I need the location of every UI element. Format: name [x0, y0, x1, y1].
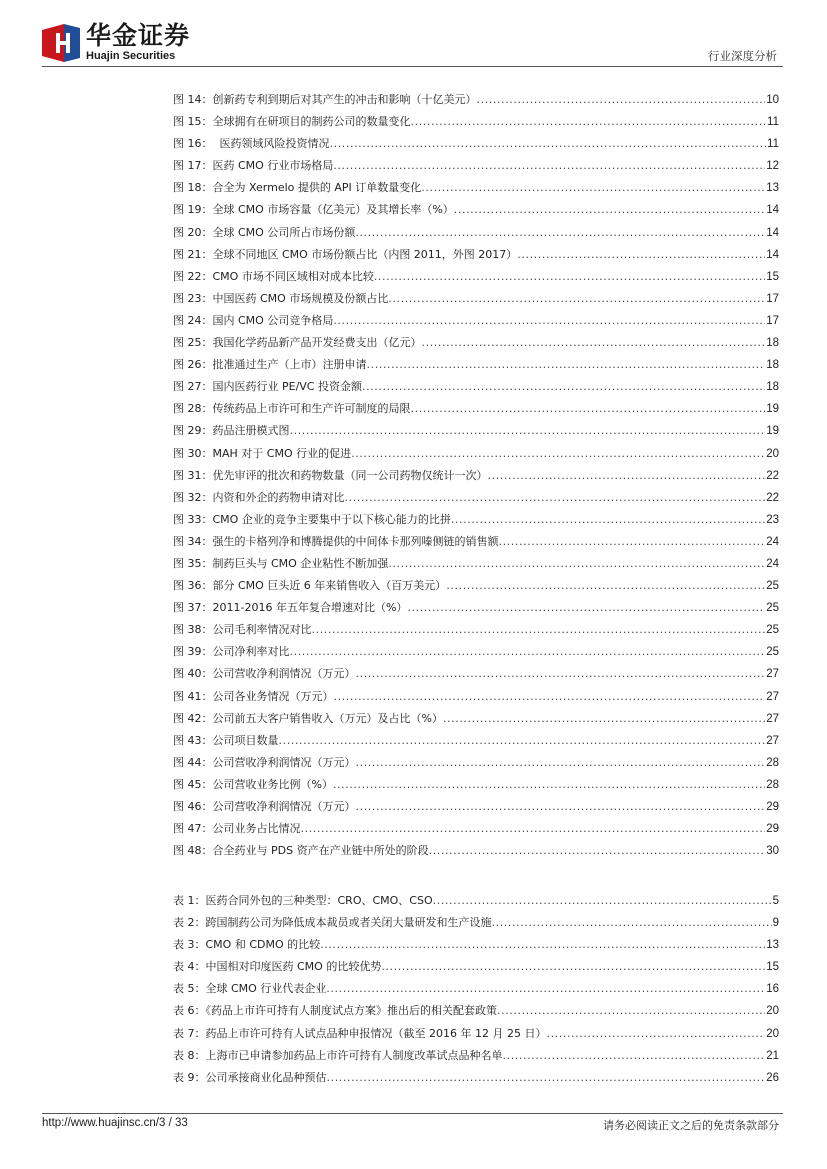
figure-toc-entry[interactable] — [173, 155, 779, 177]
dot-leader — [477, 89, 766, 111]
dot-leader — [454, 199, 765, 221]
dot-leader — [388, 288, 765, 310]
toc-page-number: 18 — [766, 359, 779, 372]
toc-entry-label: 图 30：MAH 对于 CMO 行业的促进 — [173, 446, 352, 460]
dot-leader — [320, 934, 765, 956]
report-type-label: 行业深度分析 — [708, 49, 777, 63]
figure-toc-entry[interactable] — [173, 686, 779, 708]
figure-toc-entry[interactable] — [173, 288, 779, 310]
dot-leader — [499, 531, 766, 553]
toc-entry-label: 图 47：公司业务占比情况 — [173, 822, 301, 836]
figure-toc-entry[interactable] — [173, 177, 779, 199]
toc-page-number: 14 — [766, 226, 779, 239]
dot-leader — [333, 155, 765, 177]
toc-entry-label: 图 29：药品注册模式图 — [173, 424, 290, 438]
toc-page-number: 19 — [766, 425, 779, 438]
dot-leader — [334, 686, 766, 708]
page-header — [0, 0, 827, 70]
toc-entry-label: 图 38：公司毛利率情况对比 — [173, 623, 312, 637]
figure-toc-entry[interactable] — [173, 354, 779, 376]
dot-leader — [356, 663, 766, 685]
toc-entry-label: 表 5：全球 CMO 行业代表企业 — [173, 982, 327, 996]
toc-entry-label: 表 3：CMO 和 CDMO 的比较 — [173, 938, 321, 952]
figure-toc-entry[interactable] — [173, 266, 779, 288]
footer-url-page — [42, 1117, 188, 1129]
figure-toc-entry[interactable] — [173, 796, 779, 818]
toc-entry-label: 图 24：国内 CMO 公司竞争格局 — [173, 313, 334, 327]
table-toc-entry[interactable] — [173, 1000, 779, 1022]
dot-leader — [312, 619, 766, 641]
toc-entry-label: 表 4：中国相对印度医药 CMO 的比较优势 — [173, 960, 382, 974]
toc-entry-label: 图 41：公司各业务情况（万元） — [173, 689, 334, 703]
toc-page-number: 29 — [766, 823, 779, 836]
dot-leader — [362, 376, 765, 398]
toc-page-number: 26 — [766, 1071, 779, 1084]
toc-page-number: 23 — [766, 513, 779, 526]
toc-page-number: 9 — [772, 917, 779, 930]
figure-toc-entry[interactable] — [173, 332, 779, 354]
toc-page-number: 14 — [766, 204, 779, 217]
toc-entry-label: 图 40：公司营收净利润情况（万元） — [173, 667, 356, 681]
figure-toc-entry[interactable] — [173, 840, 779, 862]
brand-name-cn: 华金证券 — [86, 21, 191, 50]
toc-page-number: 16 — [766, 983, 779, 996]
toc-page-number: 13 — [766, 939, 779, 952]
toc-entry-label: 图 34：强生的卡格列净和博腾提供的中间体卡那列嗪侧链的销售额 — [173, 534, 499, 548]
dot-leader — [429, 840, 766, 862]
toc-entry-label: 表 1：医药合同外包的三种类型：CRO、CMO、CSO — [173, 894, 433, 907]
table-toc-entry[interactable] — [173, 1045, 779, 1067]
toc-entry-label: 表 8：上海市已申请参加药品上市许可持有人制度改革试点品种名单 — [173, 1048, 503, 1062]
toc-page-number: 22 — [766, 469, 779, 482]
dot-leader — [381, 956, 765, 978]
footer-page-indicator: 3 / 33 — [158, 1117, 188, 1129]
figure-toc-entry[interactable] — [173, 774, 779, 796]
dot-leader — [367, 354, 766, 376]
figure-toc-entry[interactable] — [173, 531, 779, 553]
dot-leader — [407, 597, 765, 619]
toc-page-number: 12 — [766, 160, 779, 173]
toc-page-number: 18 — [766, 381, 779, 394]
toc-page-number: 25 — [766, 646, 779, 659]
huajin-logo-icon — [42, 24, 80, 62]
toc-page-number: 28 — [766, 756, 779, 769]
dot-leader — [374, 266, 765, 288]
toc-page-number: 10 — [766, 94, 779, 106]
toc-entry-label: 图 45：公司营收业务比例（%） — [173, 777, 333, 791]
toc-entry-label: 图 21：全球不同地区 CMO 市场份额占比（内图 2011，外图 2017） — [173, 247, 518, 261]
toc-entry-label: 表 6：《药品上市许可持有人制度试点方案》推出后的相关配套政策 — [173, 1004, 497, 1018]
table-toc-entry[interactable] — [173, 1067, 779, 1089]
figure-toc-entry[interactable] — [173, 244, 779, 266]
toc-entry-label: 表 2：跨国制药公司为降低成本裁员或者关闭大量研发和生产设施 — [173, 916, 492, 930]
toc-entry-label: 图 35：制药巨头与 CMO 企业粘性不断加强 — [173, 556, 389, 570]
figure-toc-entry[interactable] — [173, 133, 779, 155]
toc-entry-label: 图 39：公司净利率对比 — [173, 645, 290, 659]
figure-toc-entry[interactable] — [173, 641, 779, 663]
toc-page-number: 15 — [766, 961, 779, 974]
figure-toc-entry[interactable] — [173, 663, 779, 685]
figure-toc-entry[interactable] — [173, 553, 779, 575]
dot-leader — [411, 111, 767, 133]
toc-page-number: 22 — [766, 491, 779, 504]
footer-divider — [42, 1113, 783, 1114]
toc-page-number: 25 — [766, 602, 779, 615]
dot-leader — [388, 553, 765, 575]
toc-page-number: 18 — [766, 337, 779, 350]
toc-page-number: 5 — [772, 895, 779, 907]
table-toc-entry[interactable] — [173, 934, 779, 956]
toc-entry-label: 图 15：全球拥有在研项目的制药公司的数量变化 — [173, 115, 411, 129]
toc-entry-label: 图 19：全球 CMO 市场容量（亿美元）及其增长率（%） — [173, 203, 454, 217]
toc-entry-label: 图 16： 医药领域风险投资情况 — [173, 137, 330, 151]
dot-leader — [330, 133, 767, 155]
toc-entry-label: 图 20：全球 CMO 公司所占市场份额 — [173, 225, 356, 239]
dot-leader — [411, 398, 766, 420]
dot-leader — [327, 1067, 766, 1089]
toc-entry-label: 图 26：批准通过生产（上市）注册申请 — [173, 358, 367, 372]
footer-url[interactable]: http://www.huajinsc.cn/ — [42, 1117, 159, 1129]
toc-page-number: 15 — [766, 270, 779, 283]
toc-page-number: 29 — [766, 801, 779, 813]
toc-entry-label: 图 28：传统药品上市许可和生产许可制度的局限 — [173, 402, 411, 416]
toc-page-number: 13 — [766, 182, 779, 195]
dot-leader — [422, 332, 766, 354]
toc-entry-label: 图 23：中国医药 CMO 市场规模及份额占比 — [173, 291, 389, 305]
toc-page-number: 27 — [766, 668, 779, 681]
figure-toc-list — [173, 89, 779, 862]
toc-page-number: 20 — [766, 1005, 779, 1018]
table-toc-list — [173, 890, 779, 1089]
dot-leader — [497, 1000, 765, 1022]
dot-leader — [356, 796, 766, 818]
toc-page-number: 11 — [767, 138, 779, 151]
figure-toc-entry[interactable] — [173, 619, 779, 641]
toc-entry-label: 图 42：公司前五大客户销售收入（万元）及占比（%） — [173, 711, 443, 725]
toc-page-number: 25 — [766, 580, 779, 593]
toc-page-number: 17 — [766, 314, 779, 327]
dot-leader — [279, 730, 766, 752]
toc-page-number: 14 — [766, 248, 779, 261]
figure-toc-entry[interactable] — [173, 509, 779, 531]
dot-leader — [433, 890, 772, 912]
figure-toc-entry[interactable] — [173, 465, 779, 487]
toc-entry-label: 图 18：合全为 Xermelo 提供的 API 订单数量变化 — [173, 181, 422, 195]
header-divider — [42, 66, 783, 67]
brand-name-en: Huajin Securities — [86, 50, 176, 62]
figure-toc-entry[interactable] — [173, 199, 779, 221]
dot-leader — [355, 222, 765, 244]
dot-leader — [301, 818, 766, 840]
table-toc-entry[interactable] — [173, 890, 779, 912]
dot-leader — [443, 708, 765, 730]
toc-entry-label: 图 48：合全药业与 PDS 资产在产业链中所处的阶段 — [173, 844, 429, 858]
table-toc-entry[interactable] — [173, 912, 779, 934]
dot-leader — [446, 575, 765, 597]
toc-page-number: 11 — [767, 116, 779, 129]
toc-entry-label: 图 17：医药 CMO 行业市场格局 — [173, 159, 334, 173]
figure-toc-entry[interactable] — [173, 575, 779, 597]
toc-entry-label: 图 25：我国化学药品新产品开发经费支出（亿元） — [173, 336, 422, 350]
toc-entry-label: 图 46：公司营收净利润情况（万元） — [173, 800, 356, 813]
figure-toc-entry[interactable] — [173, 597, 779, 619]
toc-entry-label: 图 37：2011-2016 年五年复合增速对比（%） — [173, 601, 408, 615]
figure-toc-entry[interactable] — [173, 420, 779, 442]
dot-leader — [333, 774, 765, 796]
toc-entry-label: 图 32：内资和外企的药物申请对比 — [173, 490, 345, 504]
toc-entry-label: 图 43：公司项目数量 — [173, 733, 279, 747]
dot-leader — [290, 641, 766, 663]
dot-leader — [351, 443, 765, 465]
table-toc-entry[interactable] — [173, 978, 779, 1000]
toc-page-number: 24 — [766, 557, 779, 570]
figure-toc-entry[interactable] — [173, 752, 779, 774]
toc-entry-label: 图 31：优先审评的批次和药物数量（同一公司药物仅统计一次） — [173, 468, 488, 482]
toc-entry-label: 图 33：CMO 企业的竞争主要集中于以下核心能力的比拼 — [173, 512, 451, 526]
dot-leader — [546, 1023, 765, 1045]
dot-leader — [421, 177, 765, 199]
toc-page-number: 17 — [766, 292, 779, 305]
toc-entry-label: 图 14：创新药专利到期后对其产生的冲击和影响（十亿美元） — [173, 93, 477, 106]
figure-toc-entry[interactable] — [173, 111, 779, 133]
dot-leader — [326, 978, 765, 1000]
toc-entry-label: 图 36：部分 CMO 巨头近 6 年来销售收入（百万美元） — [173, 579, 447, 593]
dot-leader — [492, 912, 772, 934]
figure-toc-entry[interactable] — [173, 310, 779, 332]
toc-page-number: 20 — [766, 1027, 779, 1040]
dot-leader — [488, 465, 766, 487]
figure-toc-entry[interactable] — [173, 730, 779, 752]
toc-page-number: 27 — [766, 690, 779, 703]
toc-page-number: 28 — [766, 778, 779, 791]
toc-page-number: 30 — [766, 845, 779, 858]
table-toc-entry[interactable] — [173, 956, 779, 978]
toc-page-number: 21 — [766, 1049, 779, 1062]
footer-disclaimer: 请务必阅读正文之后的免责条款部分 — [603, 1119, 779, 1132]
toc-entry-label: 表 7：药品上市许可持有人试点品种申报情况（截至 2016 年 12 月 25 日） — [173, 1026, 547, 1040]
toc-page-number: 19 — [766, 403, 779, 416]
figure-toc-entry[interactable] — [173, 443, 779, 465]
toc-page-number: 27 — [766, 712, 779, 725]
toc-page-number: 24 — [766, 535, 779, 548]
toc-page-number: 27 — [766, 734, 779, 747]
figure-toc-entry[interactable] — [173, 708, 779, 730]
dot-leader — [517, 244, 765, 266]
dot-leader — [290, 420, 766, 442]
figure-toc-entry[interactable] — [173, 487, 779, 509]
toc-page-number: 20 — [766, 447, 779, 460]
figure-toc-entry[interactable] — [173, 376, 779, 398]
dot-leader — [333, 310, 765, 332]
toc-entry-label: 图 44：公司营收净利润情况（万元） — [173, 755, 356, 769]
toc-entry-label: 图 22：CMO 市场不同区域相对成本比较 — [173, 269, 374, 283]
toc-entry-label: 表 9：公司承接商业化品种预估 — [173, 1070, 327, 1084]
table-toc-entry[interactable] — [173, 1023, 779, 1045]
toc-page-number: 25 — [766, 624, 779, 637]
toc-entry-label: 图 27：国内医药行业 PE/VC 投资金额 — [173, 380, 362, 394]
figure-toc-entry[interactable] — [173, 818, 779, 840]
figure-toc-entry[interactable] — [173, 398, 779, 420]
figure-toc-entry[interactable] — [173, 222, 779, 244]
figure-toc-entry[interactable] — [173, 89, 779, 111]
dot-leader — [356, 752, 766, 774]
dot-leader — [451, 509, 765, 531]
dot-leader — [503, 1045, 766, 1067]
dot-leader — [345, 487, 766, 509]
